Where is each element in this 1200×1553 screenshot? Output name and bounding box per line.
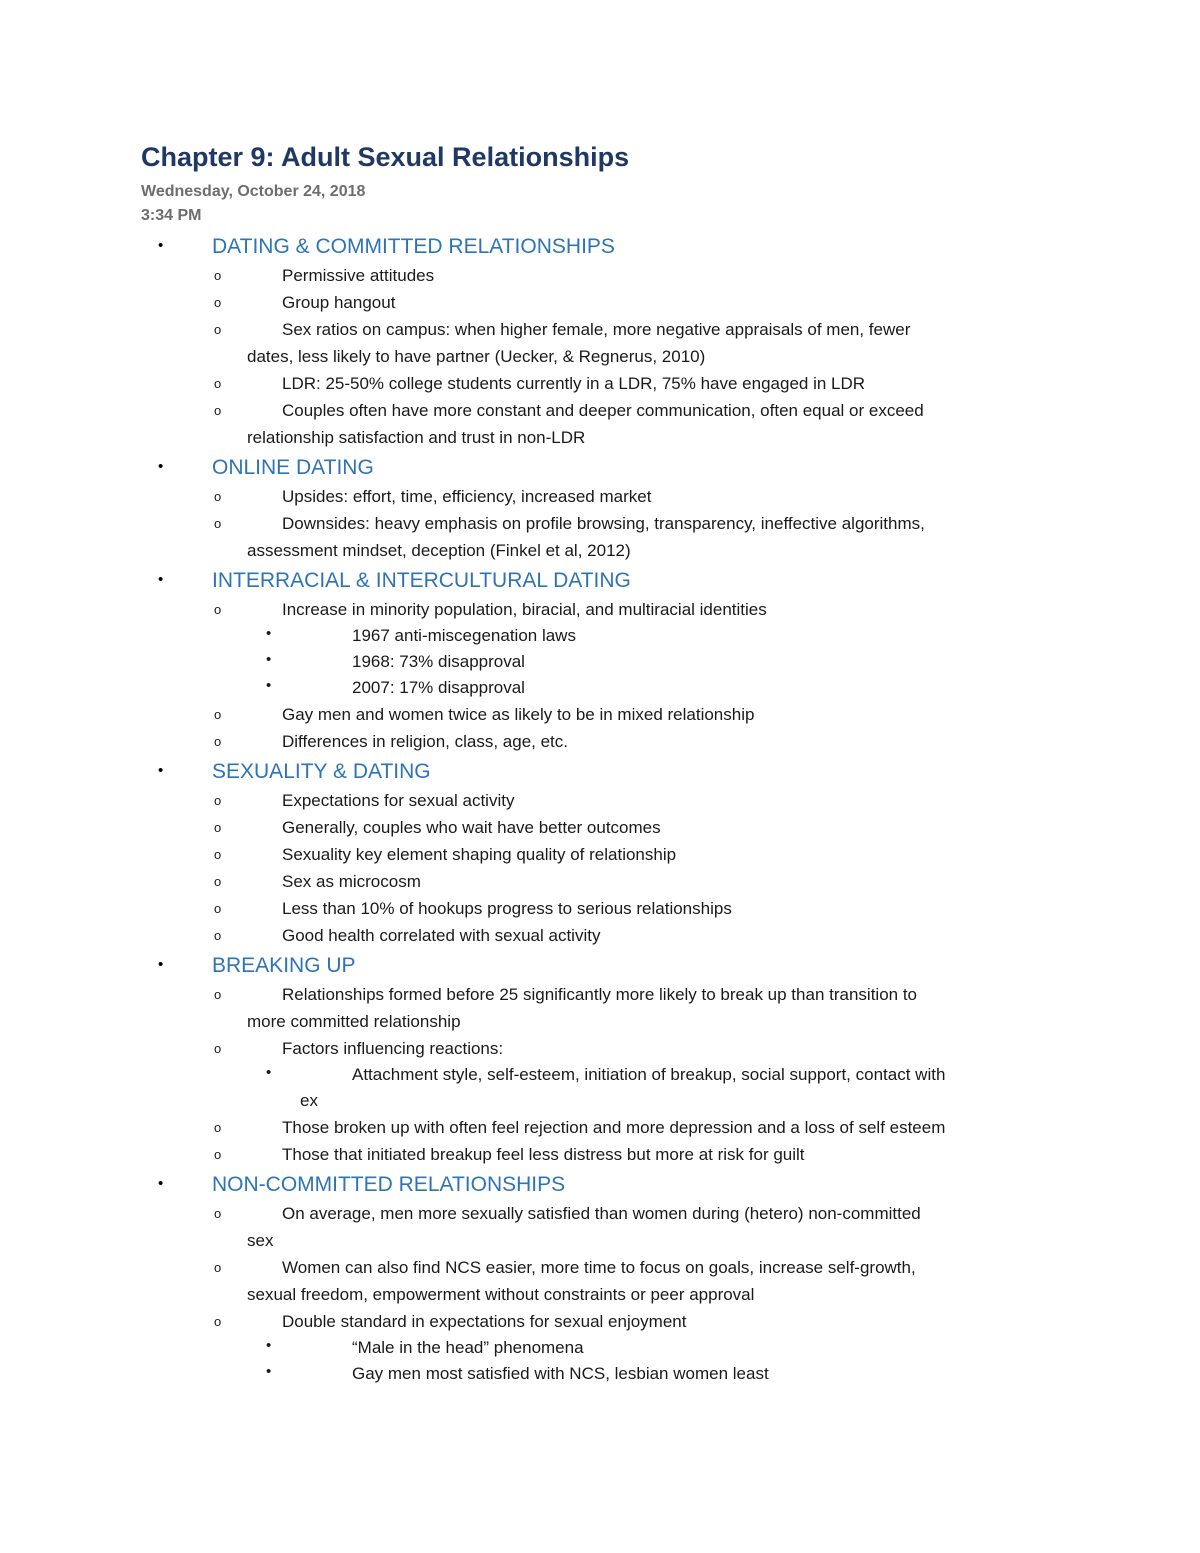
section-heading: BREAKING UP: [212, 954, 356, 977]
bullet-circle-icon: o: [214, 707, 222, 722]
sub-list-item-block: [0, 675, 1200, 701]
section-heading: NON-COMMITTED RELATIONSHIPS: [212, 1173, 566, 1196]
list-item: [0, 728, 1200, 755]
list-item-text: LDR: 25-50% college students currently in a LDR, 75% have engaged in LDR: [282, 374, 866, 393]
list-item-continuation: sex: [247, 1231, 274, 1250]
bullet-circle-icon: o: [214, 928, 222, 943]
list-item-block: [0, 841, 1200, 868]
bullet-circle-icon: o: [214, 1314, 222, 1329]
sub-list-item-text: Attachment style, self-esteem, initiation of breakup, social support, contact with: [352, 1065, 946, 1084]
list-item-block: [0, 1200, 1200, 1254]
list-item-text: Sexuality key element shaping quality of relationship: [282, 845, 677, 864]
bullet-circle-icon: o: [214, 820, 222, 835]
list-item-text: Sex ratios on campus: when higher female, more negative appraisals of men, fewer: [282, 320, 911, 339]
list-item-block: [0, 1308, 1200, 1335]
bullet-disc-icon: •: [158, 237, 164, 254]
section-heading: ONLINE DATING: [212, 456, 374, 479]
list-item: [0, 1254, 1200, 1308]
bullet-circle-icon: o: [214, 793, 222, 808]
list-item: [0, 1035, 1200, 1062]
section-heading: DATING & COMMITTED RELATIONSHIPS: [212, 235, 615, 258]
bullet-disc-icon: •: [158, 762, 164, 779]
bullet-circle-icon: o: [214, 734, 222, 749]
bullet-disc-icon: •: [266, 651, 272, 668]
sub-list-item: [0, 1062, 1200, 1114]
sub-list-item-text: “Male in the head” phenomena: [352, 1338, 584, 1357]
bullet-circle-icon: o: [214, 295, 222, 310]
outline-section: [0, 232, 1200, 451]
sub-list-item: [0, 675, 1200, 701]
bullet-circle-icon: o: [214, 847, 222, 862]
list-item-text: On average, men more sexually satisfied than women during (hetero) non-committed: [282, 1204, 921, 1223]
list-item: [0, 596, 1200, 623]
sub-list-item: [0, 1335, 1200, 1361]
section-heading-row: [0, 566, 1200, 596]
list-item-text: Less than 10% of hookups progress to serious relationships: [282, 899, 732, 918]
list-item-text: Factors influencing reactions:: [282, 1039, 504, 1058]
list-item: [0, 1141, 1200, 1168]
sub-list-item: [0, 623, 1200, 649]
section-heading: INTERRACIAL & INTERCULTURAL DATING: [212, 569, 631, 592]
list-item-block: [0, 728, 1200, 755]
list-item-block: [0, 1035, 1200, 1062]
list-item-block: [0, 596, 1200, 623]
bullet-circle-icon: o: [214, 901, 222, 916]
list-item-block: [0, 787, 1200, 814]
sub-list-item-block: [0, 1361, 1200, 1387]
bullet-disc-icon: •: [266, 625, 272, 642]
section-heading-row: [0, 1170, 1200, 1200]
list-item-text: Downsides: heavy emphasis on profile browsing, transparency, ineffective algorithms,: [282, 514, 925, 533]
list-item-block: [0, 397, 1200, 451]
bullet-disc-icon: •: [266, 1363, 272, 1380]
bullet-circle-icon: o: [214, 602, 222, 617]
list-item-block: [0, 922, 1200, 949]
list-item: [0, 316, 1200, 370]
sub-list-item: [0, 649, 1200, 675]
bullet-circle-icon: o: [214, 1260, 222, 1275]
list-item: [0, 868, 1200, 895]
list-item-text: Gay men and women twice as likely to be in mixed relationship: [282, 705, 755, 724]
list-item: [0, 701, 1200, 728]
bullet-disc-icon: •: [158, 956, 164, 973]
list-item-text: Generally, couples who wait have better outcomes: [282, 818, 661, 837]
bullet-circle-icon: o: [214, 987, 222, 1002]
sub-list-item-block: [0, 623, 1200, 649]
sub-list-item-text: 1967 anti-miscegenation laws: [352, 626, 576, 645]
list-item-block: [0, 1254, 1200, 1308]
list-item-continuation: sexual freedom, empowerment without constraints or peer approval: [247, 1285, 755, 1304]
sub-list-item-text: 1968: 73% disapproval: [352, 652, 525, 671]
list-item-block: [0, 262, 1200, 289]
bullet-circle-icon: o: [214, 322, 222, 337]
list-item: [0, 370, 1200, 397]
bullet-disc-icon: •: [266, 1337, 272, 1354]
sub-list-item-text: Gay men most satisfied with NCS, lesbian women least: [352, 1364, 769, 1383]
bullet-circle-icon: o: [214, 1120, 222, 1135]
list-item: [0, 787, 1200, 814]
list-item: [0, 981, 1200, 1035]
list-item: [0, 1308, 1200, 1335]
note-date: Wednesday, October 24, 2018: [141, 183, 366, 200]
list-item: [0, 1200, 1200, 1254]
list-item: [0, 922, 1200, 949]
list-item-block: [0, 483, 1200, 510]
list-item-block: [0, 895, 1200, 922]
list-item: [0, 814, 1200, 841]
sub-list-item-block: [0, 1062, 1200, 1114]
list-item-block: [0, 814, 1200, 841]
bullet-disc-icon: •: [266, 677, 272, 694]
section-heading-row: [0, 232, 1200, 262]
outline-section: [0, 757, 1200, 949]
list-item-text: Permissive attitudes: [282, 266, 435, 285]
list-item-text: Good health correlated with sexual activity: [282, 926, 601, 945]
note-time: 3:34 PM: [141, 207, 202, 224]
list-item-text: Increase in minority population, biracial, and multiracial identities: [282, 600, 767, 619]
outline-section: [0, 1170, 1200, 1387]
list-item-block: [0, 1141, 1200, 1168]
list-item-text: Differences in religion, class, age, etc.: [282, 732, 568, 751]
list-item-block: [0, 981, 1200, 1035]
bullet-disc-icon: •: [158, 1175, 164, 1192]
list-item-continuation: more committed relationship: [247, 1012, 461, 1031]
list-item: [0, 1114, 1200, 1141]
list-item-block: [0, 701, 1200, 728]
list-item-text: Upsides: effort, time, efficiency, increased market: [282, 487, 652, 506]
list-item: [0, 841, 1200, 868]
section-heading: SEXUALITY & DATING: [212, 760, 431, 783]
list-item-block: [0, 370, 1200, 397]
list-item-block: [0, 510, 1200, 564]
outline-section: [0, 951, 1200, 1168]
list-item-block: [0, 316, 1200, 370]
list-item-block: [0, 1114, 1200, 1141]
page-title: Chapter 9: Adult Sexual Relationships: [141, 142, 630, 172]
list-item: [0, 510, 1200, 564]
sub-list-item-block: [0, 649, 1200, 675]
section-heading-row: [0, 453, 1200, 483]
list-item-text: Group hangout: [282, 293, 396, 312]
list-item: [0, 895, 1200, 922]
bullet-circle-icon: o: [214, 1206, 222, 1221]
list-item-text: Women can also find NCS easier, more time to focus on goals, increase self-growth,: [282, 1258, 916, 1277]
sub-list-item-continuation: ex: [300, 1091, 318, 1110]
bullet-circle-icon: o: [214, 516, 222, 531]
list-item: [0, 289, 1200, 316]
bullet-circle-icon: o: [214, 268, 222, 283]
list-item-text: Relationships formed before 25 significantly more likely to break up than transition to: [282, 985, 918, 1004]
outline-section: [0, 566, 1200, 755]
bullet-disc-icon: •: [158, 458, 164, 475]
bullet-circle-icon: o: [214, 1041, 222, 1056]
sub-list-item-text: 2007: 17% disapproval: [352, 678, 525, 697]
list-item-text: Expectations for sexual activity: [282, 791, 515, 810]
bullet-circle-icon: o: [214, 489, 222, 504]
list-item-continuation: assessment mindset, deception (Finkel et al, 2012): [247, 541, 631, 560]
list-item-block: [0, 289, 1200, 316]
bullet-circle-icon: o: [214, 376, 222, 391]
list-item-text: Couples often have more constant and deeper communication, often equal or exceed: [282, 401, 924, 420]
list-item-continuation: dates, less likely to have partner (Uecker, & Regnerus, 2010): [247, 347, 706, 366]
bullet-circle-icon: o: [214, 1147, 222, 1162]
list-item-text: Double standard in expectations for sexual enjoyment: [282, 1312, 687, 1331]
list-item: [0, 262, 1200, 289]
outline-section: [0, 453, 1200, 564]
sub-list-item-block: [0, 1335, 1200, 1361]
section-heading-row: [0, 757, 1200, 787]
list-item-continuation: relationship satisfaction and trust in non-LDR: [247, 428, 586, 447]
section-heading-row: [0, 951, 1200, 981]
outline: [0, 230, 1200, 1387]
bullet-disc-icon: •: [266, 1064, 272, 1081]
list-item-text: Those broken up with often feel rejection and more depression and a loss of self esteem: [282, 1118, 946, 1137]
bullet-circle-icon: o: [214, 403, 222, 418]
list-item: [0, 397, 1200, 451]
bullet-disc-icon: •: [158, 571, 164, 588]
list-item-block: [0, 868, 1200, 895]
bullet-circle-icon: o: [214, 874, 222, 889]
list-item: [0, 483, 1200, 510]
sub-list-item: [0, 1361, 1200, 1387]
list-item-text: Those that initiated breakup feel less distress but more at risk for guilt: [282, 1145, 805, 1164]
list-item-text: Sex as microcosm: [282, 872, 421, 891]
